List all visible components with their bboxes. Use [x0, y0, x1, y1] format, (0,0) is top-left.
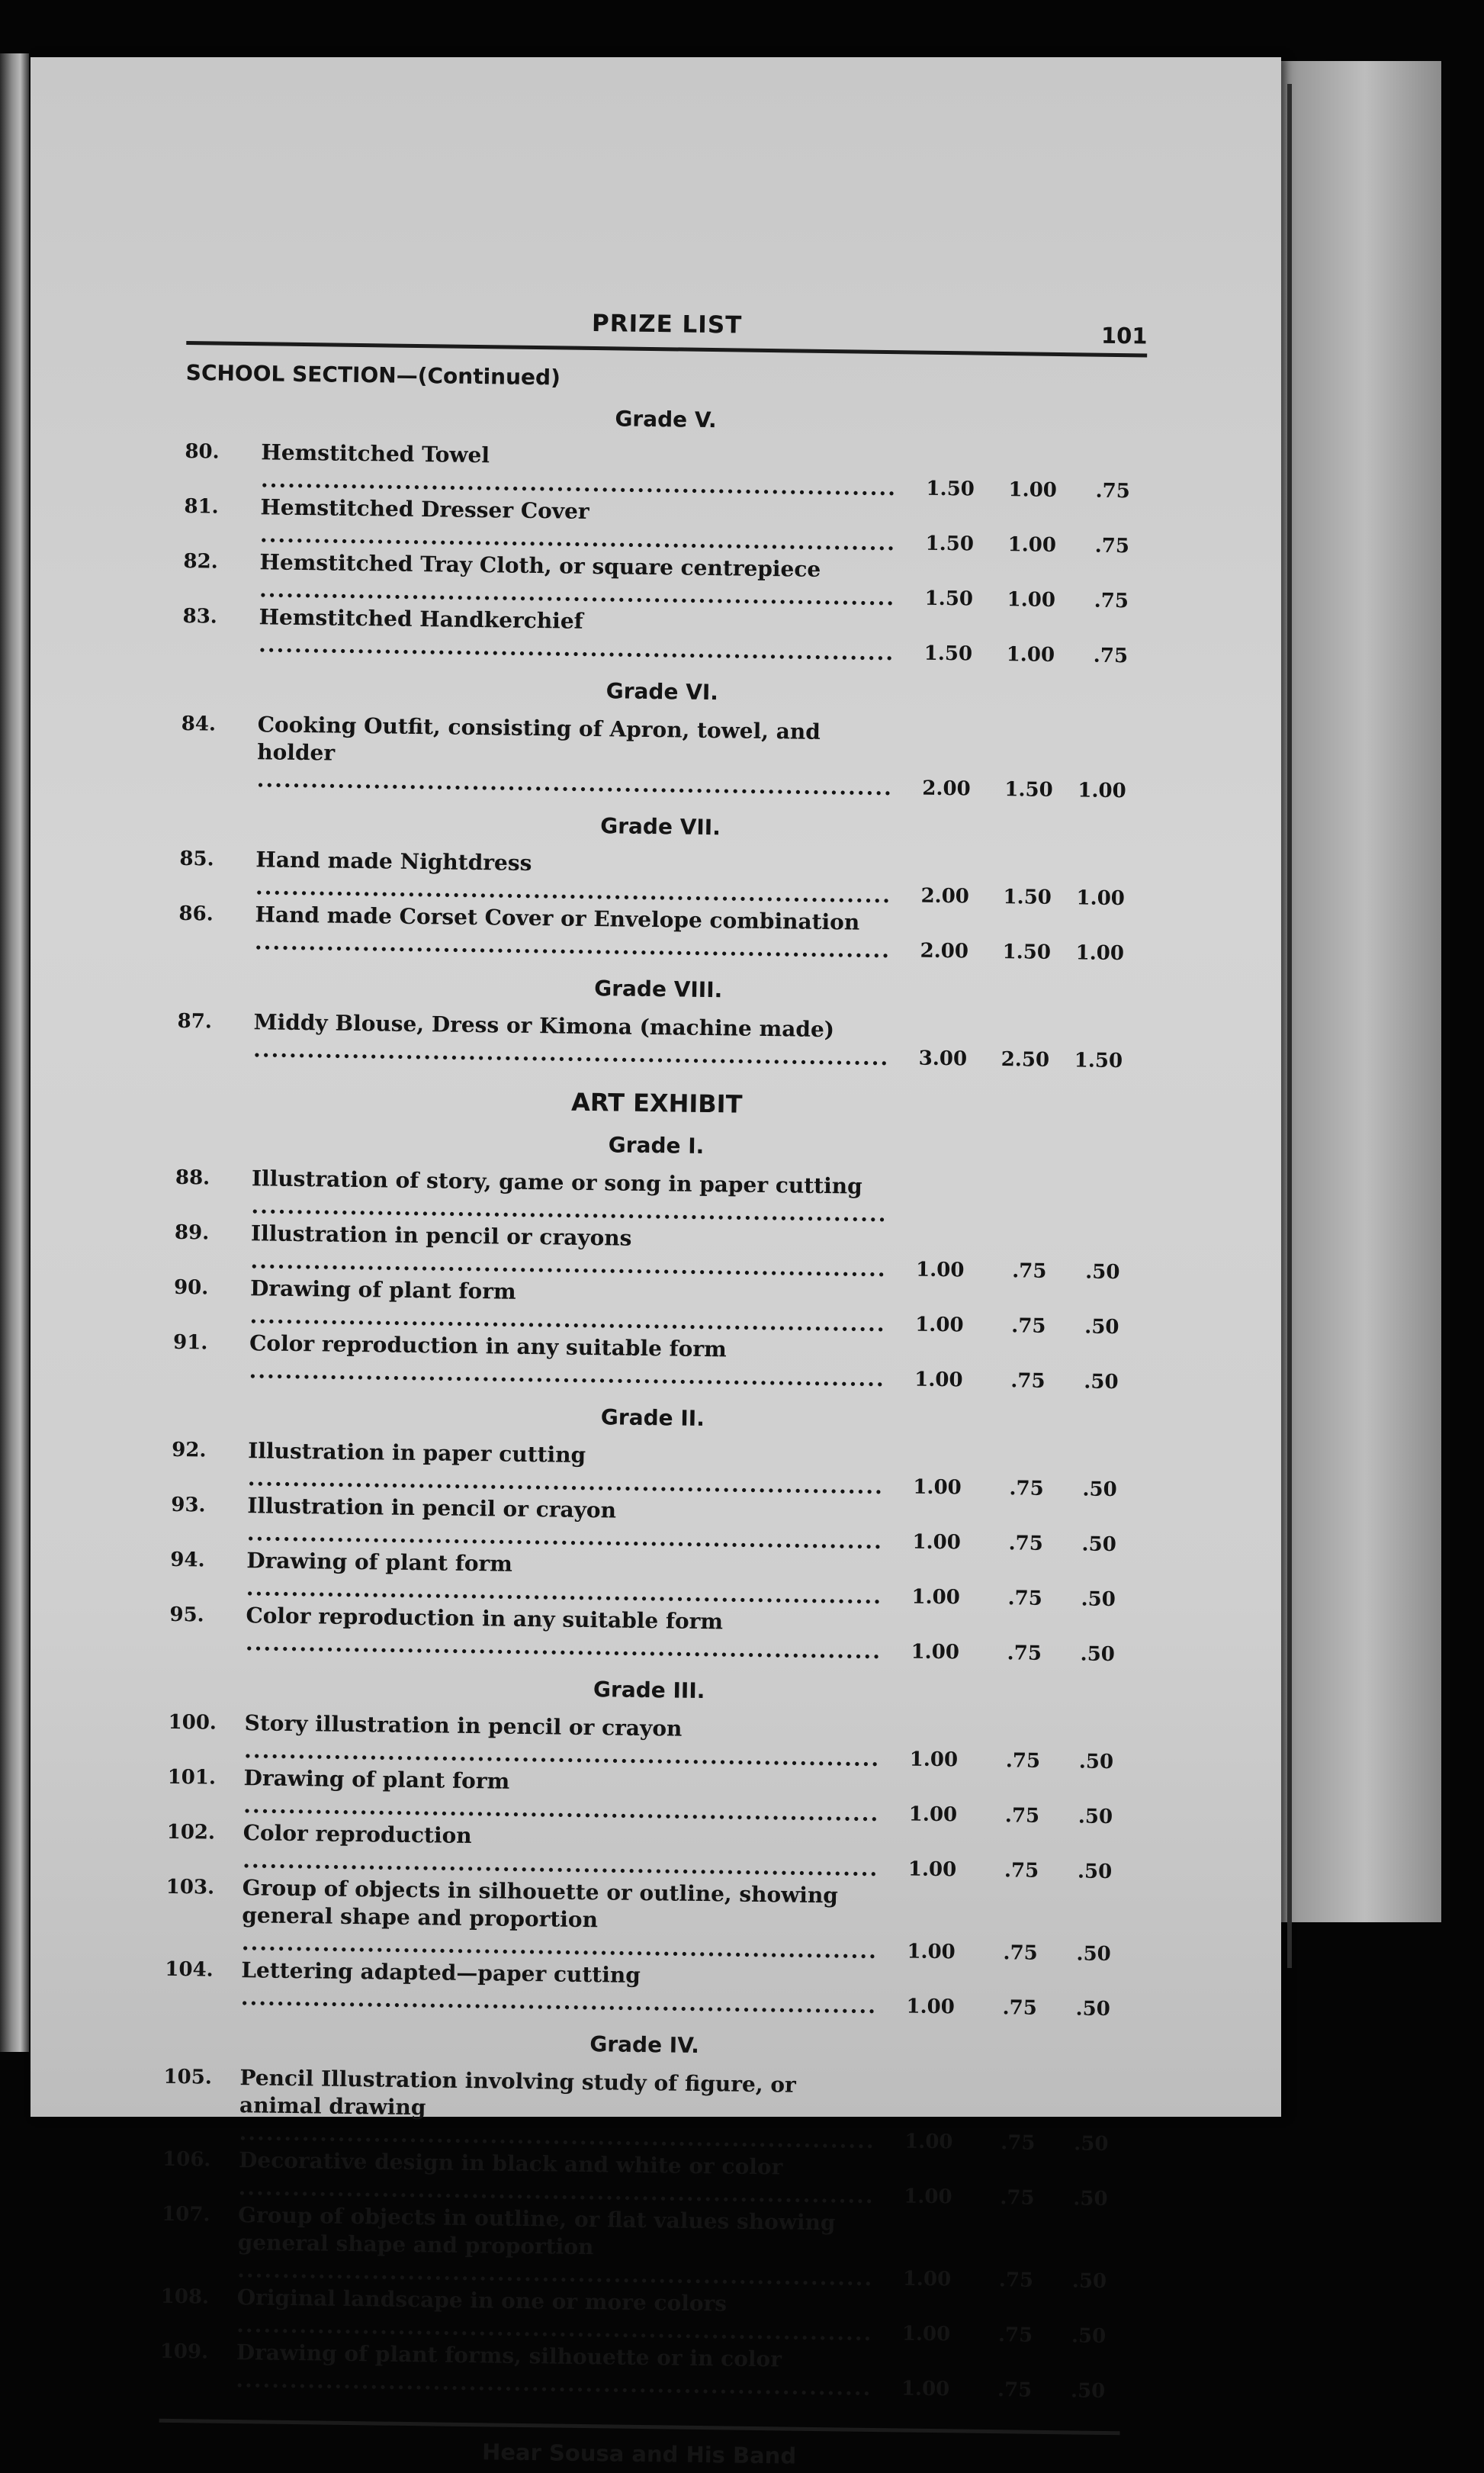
- page-title: PRIZE LIST: [591, 309, 743, 339]
- page-shadow-edge: [1287, 84, 1292, 1968]
- entry-description-text: Group of objects in silhouette or outline, showing general shape and proportion: [242, 1875, 839, 1933]
- third-prize: .50: [1071, 2269, 1107, 2294]
- prize-amounts: [894, 1044, 1138, 1075]
- page-content: [159, 301, 1148, 2473]
- entry-description-text: Group of objects in outline, or flat values showing general shape and proportion: [237, 2202, 836, 2260]
- second-prize: 1.50: [1003, 886, 1052, 909]
- entry-description-text: Drawing of plant form: [243, 1765, 510, 1794]
- prize-amounts: [878, 2265, 1122, 2295]
- third-prize: .50: [1070, 2379, 1106, 2403]
- entry-number: 94.: [170, 1548, 205, 1572]
- entry-number: 103.: [165, 1875, 215, 1899]
- entry-description-text: Illustration of story, game or song in paper cutting: [251, 1166, 862, 1199]
- entry-description-text: Drawing of plant form: [249, 1275, 516, 1304]
- third-prize: 1.50: [1074, 1049, 1123, 1073]
- dot-leader: [257, 741, 893, 801]
- entry-description-text: Drawing of plant form: [246, 1548, 513, 1577]
- entry-description-text: Decorative design in black and white or color: [238, 2147, 783, 2180]
- third-prize: 1.00: [1075, 941, 1125, 966]
- first-prize: 1.00: [914, 1368, 963, 1392]
- prize-amounts: [895, 937, 1139, 967]
- entry-number: 80.: [185, 439, 220, 464]
- first-prize: 1.00: [909, 1748, 959, 1772]
- first-prize: 1.00: [902, 2267, 952, 2291]
- third-prize: .50: [1084, 1315, 1119, 1339]
- entry-description: [257, 711, 898, 802]
- grade-title: Grade VI.: [605, 678, 719, 706]
- second-prize: .75: [1002, 1996, 1038, 2020]
- prize-entry: [165, 1873, 1127, 1968]
- entry-description: [241, 1957, 882, 2020]
- left-page-edge: [0, 53, 29, 2052]
- prize-amounts: [901, 529, 1145, 560]
- entry-number: 93.: [171, 1493, 206, 1517]
- prize-amounts: [882, 1938, 1126, 1968]
- first-prize: 1.00: [904, 2130, 953, 2154]
- entry-description: [239, 2064, 880, 2155]
- second-prize: .75: [1004, 1859, 1039, 1883]
- second-prize: 1.50: [1002, 941, 1052, 964]
- third-prize: 1.00: [1076, 886, 1126, 911]
- third-prize: .50: [1074, 2132, 1109, 2156]
- prize-amounts: [889, 1365, 1133, 1396]
- footer-text: Hear Sousa and His Band: [481, 2439, 797, 2469]
- second-prize: 1.00: [1007, 588, 1056, 612]
- entry-number: 89.: [174, 1220, 210, 1245]
- prize-amounts: [884, 1800, 1128, 1831]
- third-prize: .75: [1095, 479, 1131, 503]
- first-prize: 1.00: [914, 1313, 964, 1337]
- first-prize: 2.00: [920, 939, 969, 963]
- second-prize: .75: [1005, 1749, 1041, 1773]
- prize-amounts: [883, 1855, 1127, 1886]
- entry-description: [246, 1602, 887, 1665]
- first-prize: 1.50: [923, 642, 973, 666]
- first-prize: 1.50: [924, 587, 974, 611]
- entry-number: 102.: [166, 1820, 216, 1844]
- prize-amounts: [890, 1310, 1134, 1341]
- third-prize: .50: [1077, 1860, 1113, 1884]
- entry-number: 81.: [184, 494, 219, 519]
- prize-amounts: [896, 882, 1140, 912]
- third-prize: .50: [1078, 1750, 1114, 1774]
- second-prize: .75: [1004, 1804, 1040, 1828]
- entry-description: [255, 846, 897, 909]
- entry-description-text: Original landscape in one or more colors: [236, 2285, 728, 2317]
- prize-entry: [161, 2201, 1123, 2295]
- grade-title: Grade I.: [608, 1132, 705, 1159]
- prize-entry: [181, 710, 1142, 805]
- entry-description-text: Hemstitched Handkerchief: [259, 604, 583, 634]
- first-prize: 1.00: [904, 2185, 952, 2209]
- entry-description: [259, 603, 900, 667]
- entry-description: [260, 494, 901, 557]
- third-prize: .75: [1094, 534, 1130, 558]
- entry-description: [237, 2201, 879, 2292]
- entry-description: [236, 2339, 877, 2402]
- art-exhibit-section: [159, 1127, 1137, 2405]
- school-section: [177, 400, 1146, 1075]
- entry-description: [247, 1492, 888, 1555]
- first-prize: 1.00: [901, 2377, 950, 2401]
- prize-amounts: [877, 2320, 1121, 2350]
- entry-description-text: Hemstitched Towel: [261, 439, 490, 468]
- first-prize: 1.00: [913, 1475, 962, 1500]
- entry-description-text: Color reproduction in any suitable form: [246, 1603, 724, 1635]
- entry-description: [253, 1008, 895, 1072]
- entry-description: [243, 1819, 884, 1883]
- third-prize: .50: [1071, 2324, 1107, 2349]
- art-exhibit-title: ART EXHIBIT: [570, 1087, 743, 1119]
- prize-amounts: [882, 1992, 1126, 2023]
- second-prize: .75: [1001, 2131, 1036, 2155]
- third-prize: .50: [1076, 1942, 1111, 1967]
- first-prize: 3.00: [918, 1047, 968, 1071]
- second-prize: 1.00: [1007, 533, 1057, 557]
- grade-title: Grade III.: [593, 1677, 705, 1704]
- entry-description: [259, 548, 901, 612]
- prize-amounts: [897, 774, 1141, 805]
- first-prize: 1.00: [907, 1940, 956, 1964]
- entry-description-text: Hemstitched Dresser Cover: [260, 494, 589, 524]
- entry-description-text: Illustration in paper cutting: [248, 1438, 586, 1468]
- entry-number: 85.: [179, 847, 214, 871]
- section-heading: SCHOOL SECTION—(Continued): [185, 359, 561, 391]
- entry-description-text: Hand made Nightdress: [255, 847, 532, 876]
- third-prize: .50: [1085, 1260, 1120, 1285]
- entry-description-text: Hemstitched Tray Cloth, or square centrepiece: [259, 549, 821, 582]
- third-prize: .50: [1075, 1997, 1110, 2021]
- entry-number: 92.: [172, 1438, 207, 1462]
- entry-number: 104.: [165, 1957, 214, 1982]
- third-prize: .50: [1084, 1370, 1119, 1394]
- third-prize: .75: [1093, 644, 1129, 668]
- entry-description: [249, 1275, 891, 1338]
- second-prize: .75: [997, 2323, 1033, 2347]
- entry-description-text: Middy Blouse, Dress or Kimona (machine made): [253, 1009, 835, 1043]
- entry-number: 86.: [178, 902, 214, 926]
- second-prize: .75: [1000, 2186, 1035, 2210]
- entry-description: [246, 1547, 888, 1610]
- grade-title: Grade IV.: [589, 2031, 700, 2058]
- prize-entry: [162, 2063, 1124, 2158]
- first-prize: 1.50: [926, 477, 975, 501]
- entry-number: 108.: [160, 2285, 210, 2309]
- entry-number: 91.: [172, 1330, 208, 1355]
- entry-description-text: Drawing of plant forms, silhouette or in color: [236, 2340, 782, 2372]
- entry-description: [243, 1764, 885, 1828]
- second-prize: .75: [1012, 1259, 1047, 1283]
- first-prize: 1.50: [925, 532, 975, 556]
- footer-rule: [159, 2419, 1120, 2435]
- entry-number: 84.: [181, 712, 217, 736]
- entry-number: 95.: [169, 1603, 204, 1627]
- entry-number: 100.: [168, 1710, 217, 1735]
- entry-description: [242, 1874, 883, 1965]
- grade-title: Grade VIII.: [594, 976, 723, 1003]
- second-prize: .75: [1011, 1314, 1046, 1338]
- prize-amounts: [888, 1473, 1132, 1503]
- first-prize: 1.00: [906, 1995, 956, 2019]
- entry-number: 87.: [177, 1009, 213, 1034]
- entry-number: 101.: [167, 1765, 217, 1790]
- prize-amounts: [891, 1256, 1135, 1286]
- second-prize: 1.00: [1008, 478, 1058, 502]
- first-prize: 1.00: [915, 1258, 965, 1282]
- grade-title: Grade II.: [600, 1404, 705, 1432]
- entry-description: [251, 1165, 892, 1228]
- entry-number: 88.: [175, 1166, 210, 1190]
- first-prize: 1.00: [901, 2322, 951, 2346]
- first-prize: 2.00: [920, 884, 970, 908]
- entry-description: [250, 1220, 891, 1283]
- entry-description: [244, 1709, 885, 1773]
- entry-description: [236, 2284, 878, 2347]
- prize-amounts: [879, 2127, 1123, 2158]
- first-prize: 1.00: [912, 1530, 961, 1555]
- entry-description-text: Story illustration in pencil or crayon: [244, 1710, 683, 1741]
- first-prize: 1.00: [911, 1640, 960, 1664]
- third-prize: .50: [1081, 1587, 1116, 1612]
- first-prize: 1.00: [911, 1585, 961, 1610]
- prize-amounts: [888, 1528, 1132, 1558]
- prize-amounts: [887, 1583, 1131, 1613]
- first-prize: 1.00: [908, 1802, 958, 1827]
- first-prize: 2.00: [922, 777, 971, 801]
- entry-number: 106.: [162, 2147, 211, 2172]
- first-prize: 1.00: [907, 1857, 957, 1882]
- second-prize: 2.50: [1001, 1048, 1050, 1072]
- prize-amounts: [886, 1638, 1130, 1668]
- entry-number: 90.: [173, 1275, 209, 1300]
- second-prize: 1.00: [1006, 643, 1055, 667]
- second-prize: .75: [1003, 1941, 1038, 1965]
- entry-description-text: Pencil Illustration involving study of figure, or animal drawing: [239, 2065, 796, 2121]
- entry-number: 105.: [163, 2065, 213, 2089]
- entry-description-text: Illustration in pencil or crayons: [250, 1220, 632, 1251]
- entry-description-text: Color reproduction: [243, 1820, 472, 1849]
- third-prize: .50: [1081, 1532, 1116, 1557]
- page-number: 101: [1100, 322, 1148, 349]
- second-prize: .75: [1007, 1587, 1043, 1610]
- third-prize: .50: [1073, 2187, 1108, 2211]
- entry-description-text: Hand made Corset Cover or Envelope combination: [255, 902, 860, 935]
- third-prize: .50: [1078, 1805, 1113, 1829]
- second-prize: .75: [1009, 1477, 1044, 1500]
- entry-number: 83.: [182, 604, 218, 629]
- prize-amounts: [885, 1745, 1129, 1776]
- entry-description: [248, 1437, 889, 1500]
- second-prize: .75: [998, 2269, 1034, 2292]
- grade-title: Grade V.: [615, 406, 717, 433]
- prize-amounts: [879, 2182, 1123, 2213]
- entry-description: [249, 1330, 890, 1393]
- prize-amounts: [900, 584, 1144, 615]
- entry-number: 109.: [159, 2340, 209, 2364]
- second-prize: .75: [997, 2378, 1033, 2402]
- second-prize: 1.50: [1004, 778, 1053, 802]
- entry-number: 107.: [161, 2202, 210, 2227]
- entry-description: [255, 901, 896, 964]
- entry-description-text: Illustration in pencil or crayon: [247, 1493, 617, 1523]
- prize-amounts: [876, 2375, 1120, 2405]
- third-prize: .50: [1080, 1642, 1116, 1667]
- third-prize: .75: [1094, 589, 1129, 613]
- entry-description: [238, 2147, 879, 2210]
- prize-amounts: [901, 474, 1145, 505]
- prize-amounts: [899, 639, 1143, 670]
- second-prize: .75: [1010, 1369, 1046, 1393]
- entry-description-text: Color reproduction in any suitable form: [249, 1330, 727, 1362]
- second-prize: .75: [1008, 1532, 1043, 1555]
- entry-description: [261, 439, 902, 502]
- entry-number: 82.: [183, 549, 218, 574]
- entry-description-text: Lettering adapted—paper cutting: [241, 1957, 641, 1988]
- prize-entry: [177, 1008, 1139, 1075]
- second-prize: .75: [1007, 1642, 1042, 1665]
- entry-description-text: Cooking Outfit, consisting of Apron, towel, and holder: [257, 712, 821, 766]
- third-prize: .50: [1082, 1478, 1117, 1502]
- grade-title: Grade VII.: [600, 813, 721, 841]
- third-prize: 1.00: [1078, 779, 1126, 803]
